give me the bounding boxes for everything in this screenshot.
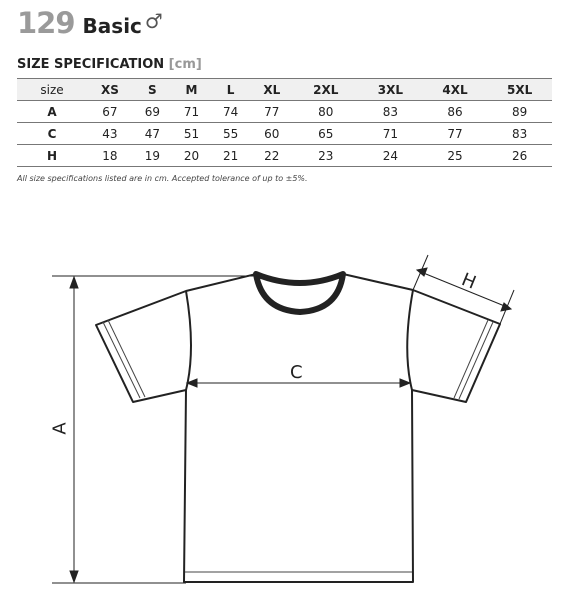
table-cell: 71 [172, 101, 211, 123]
table-cell: 25 [423, 145, 488, 167]
size-col-header: 4XL [423, 79, 488, 101]
tshirt-outline [96, 274, 500, 582]
size-header-label: size [17, 79, 87, 101]
tolerance-note: All size specifications listed are in cm. Accepted tolerance of up to ±5%. [17, 174, 308, 183]
size-spec-title-text: SIZE SPECIFICATION [17, 57, 165, 72]
row-label: A [17, 101, 87, 123]
table-cell: 26 [487, 145, 552, 167]
table-cell: 23 [293, 145, 358, 167]
size-col-header: S [133, 79, 172, 101]
table-cell: 65 [293, 123, 358, 145]
product-name: Basic [82, 14, 142, 38]
size-spec-unit: [cm] [168, 57, 202, 72]
table-cell: 83 [487, 123, 552, 145]
size-col-header: 2XL [293, 79, 358, 101]
size-col-header: 5XL [487, 79, 552, 101]
table-cell: 69 [133, 101, 172, 123]
table-cell: 43 [87, 123, 133, 145]
male-gender-icon: ♂ [144, 9, 163, 33]
table-cell: 71 [358, 123, 423, 145]
dimension-h-label: H [458, 269, 479, 294]
table-cell: 86 [423, 101, 488, 123]
table-cell: 21 [211, 145, 250, 167]
table-cell: 51 [172, 123, 211, 145]
table-cell: 22 [250, 145, 293, 167]
table-cell: 77 [423, 123, 488, 145]
dimension-a-label: A [49, 422, 71, 435]
size-col-header: 3XL [358, 79, 423, 101]
table-cell: 80 [293, 101, 358, 123]
table-cell: 24 [358, 145, 423, 167]
table-cell: 83 [358, 101, 423, 123]
table-cell: 18 [87, 145, 133, 167]
row-label: H [17, 145, 87, 167]
size-col-header: XS [87, 79, 133, 101]
size-col-header: XL [250, 79, 293, 101]
table-cell: 47 [133, 123, 172, 145]
size-col-header: L [211, 79, 250, 101]
table-cell: 77 [250, 101, 293, 123]
table-cell: 89 [487, 101, 552, 123]
product-number: 129 [17, 6, 75, 40]
table-cell: 55 [211, 123, 250, 145]
table-cell: 67 [87, 101, 133, 123]
table-cell: 60 [250, 123, 293, 145]
size-col-header: M [172, 79, 211, 101]
table-cell: 20 [172, 145, 211, 167]
dimension-c-label: C [290, 362, 303, 383]
table-cell: 19 [133, 145, 172, 167]
row-label: C [17, 123, 87, 145]
table-cell: 74 [211, 101, 250, 123]
